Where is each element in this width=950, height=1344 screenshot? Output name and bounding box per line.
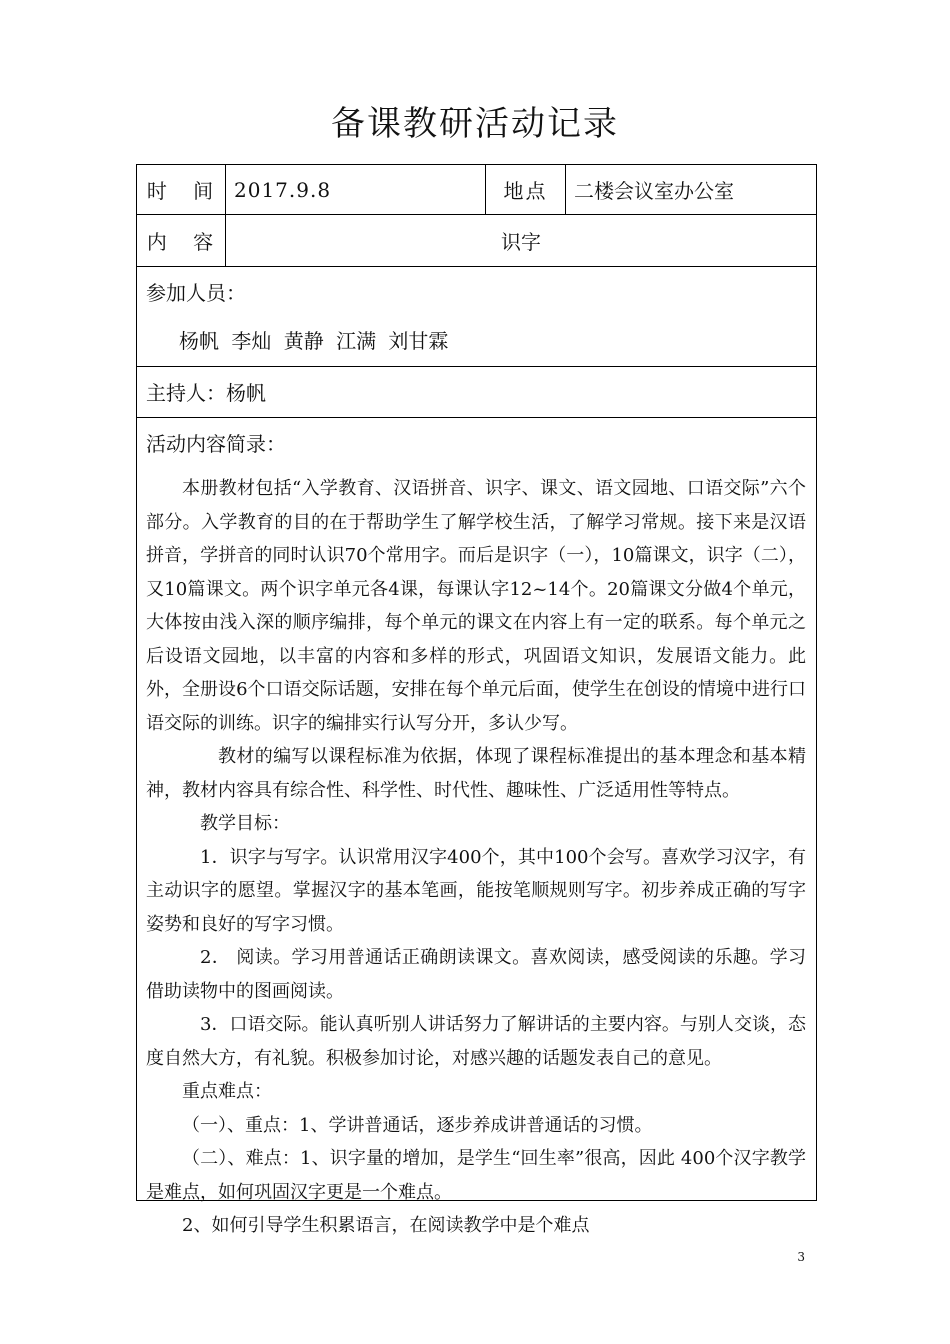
paragraph-principles: 教材的编写以课程标准为依据，体现了课程标准提出的基本理念和基本精神，教材内容具有综合性、科学性、时代性、趣味性、广泛适用性等特点。 xyxy=(146,746,806,801)
content-label: 内 容 xyxy=(146,230,224,254)
participants-label: 参加人员： xyxy=(146,281,246,305)
host-row xyxy=(137,367,816,418)
content-row xyxy=(137,215,816,267)
summary-label: 活动内容简录： xyxy=(146,432,286,456)
record-table xyxy=(136,164,817,1236)
key-point-1: （一）、重点：1、学讲普通话，逐步养成讲普通话的习惯。 xyxy=(182,1114,653,1136)
time-place-row xyxy=(137,165,816,215)
summary-body xyxy=(146,472,806,1243)
key-points-heading: 重点难点： xyxy=(182,1081,272,1102)
goals-heading: 教学目标： xyxy=(200,813,290,834)
place-value: 二楼会议室办公室 xyxy=(565,165,816,214)
paragraph-materials: 本册教材包括“入学教育、汉语拼音、识字、课文、语文园地、口语交际”六个部分。入学教育的目的在于帮助学生了解学校生活，了解学习常规。接下来是汉语拼音，学拼音的同时认识70个常用字。而后是识字（一），10篇课文，识字（二），又10篇课文。两个识字单元各4课，每课认字12~14个。20篇课文分做4个单元，大体按由浅入深的顺序编排，每个单元的课文在内容上有一定的联系。每个单元之后设语文园地，以丰富的内容和多样的形式，巩固语文知识，发展语文能力。此外，全册设6个口语交际话题，安排在每个单元后面，使学生在创设的情境中进行口语交际的训练。识字的编排实行认写分开，多认少写。 xyxy=(146,478,806,734)
content-value: 识字 xyxy=(225,215,816,266)
goal-literacy: 1．识字与写字。认识常用汉字400个，其中100个会写。喜欢学习汉字，有主动识字的愿望。掌握汉字的基本笔画，能按笔顺规则写字。初步养成正确的写字姿势和良好的写字习惯。 xyxy=(146,846,806,935)
page-title: 备课教研活动记录 xyxy=(331,104,619,144)
goal-reading: 2． 阅读。学习用普通话正确朗读课文。喜欢阅读，感受阅读的乐趣。学习借助读物中的图画阅读。 xyxy=(146,947,806,1002)
time-label: 时 间 xyxy=(146,179,224,203)
summary-row xyxy=(137,418,816,1236)
host-label: 主持人：杨帆 xyxy=(146,381,266,405)
place-label: 地点 xyxy=(485,165,565,214)
key-point-2: （二）、难点：1、识字量的增加，是学生“回生率”很高，因此 400个汉字教学是难点，如何巩固汉字更是一个难点。 xyxy=(146,1148,806,1203)
time-value: 2017.9.8 xyxy=(225,165,485,214)
page-number: 3 xyxy=(797,1250,805,1264)
participants-names: 杨帆 李灿 黄静 江满 刘甘霖 xyxy=(179,329,449,353)
key-point-3: 2、如何引导学生积累语言，在阅读教学中是个难点 xyxy=(182,1215,590,1236)
goal-speaking: 3．口语交际。能认真听别人讲话努力了解讲话的主要内容。与别人交谈，态度自然大方，有礼貌。积极参加讨论，对感兴趣的话题发表自己的意见。 xyxy=(146,1014,806,1069)
participants-row xyxy=(137,267,816,367)
